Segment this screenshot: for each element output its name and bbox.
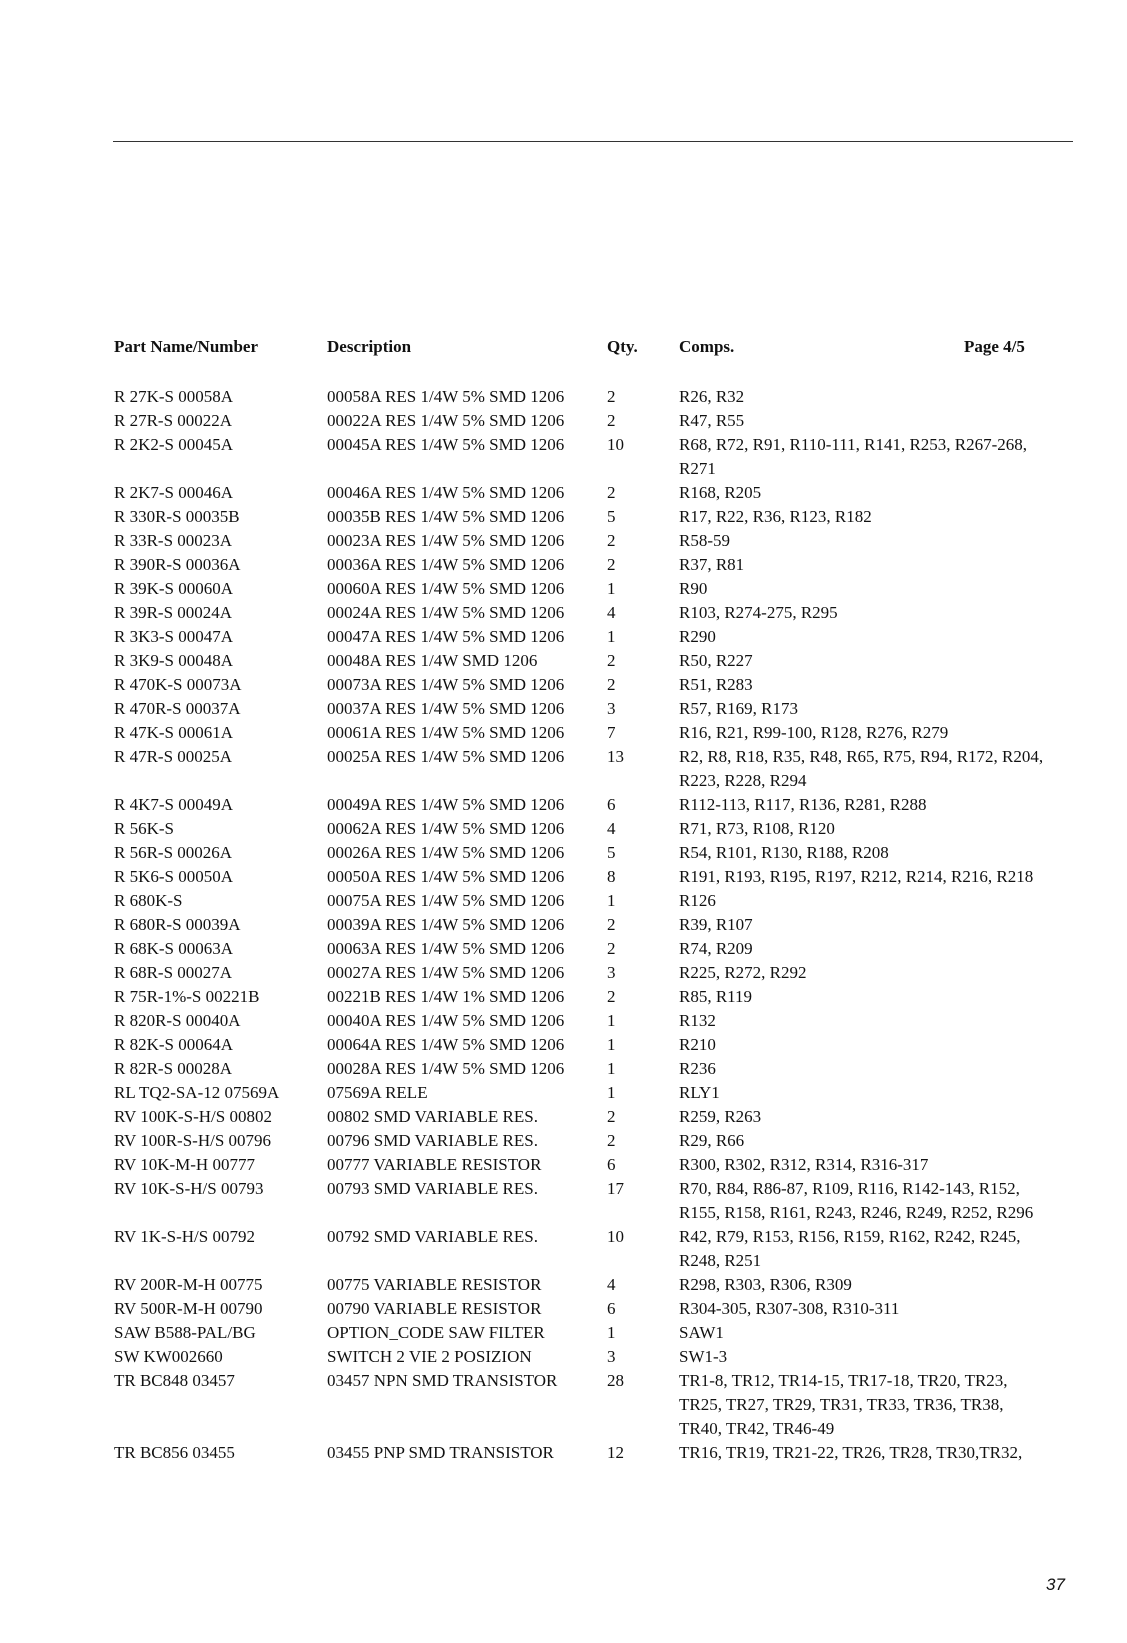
part-description: 00073A RES 1/4W 5% SMD 1206 — [327, 675, 565, 694]
part-qty: 13 — [607, 747, 624, 766]
component-line: R103, R274-275, R295 — [679, 603, 838, 622]
part-components — [679, 409, 1069, 433]
part-components — [679, 1105, 1069, 1129]
component-line: R168, R205 — [679, 483, 762, 502]
part-qty: 1 — [607, 1059, 616, 1078]
part-number: RV 500R-M-H 00790 — [114, 1299, 263, 1318]
table-row — [0, 697, 1127, 721]
table-row — [0, 481, 1127, 505]
table-row — [0, 961, 1127, 985]
table-row — [0, 409, 1127, 433]
part-qty: 2 — [607, 675, 616, 694]
part-number: R 56K-S — [114, 819, 174, 838]
part-description: 00028A RES 1/4W 5% SMD 1206 — [327, 1059, 565, 1078]
part-qty: 4 — [607, 603, 616, 622]
part-qty: 6 — [607, 795, 616, 814]
part-description: 00022A RES 1/4W 5% SMD 1206 — [327, 411, 565, 430]
part-qty: 1 — [607, 1035, 616, 1054]
part-qty: 2 — [607, 411, 616, 430]
part-description: 00035B RES 1/4W 5% SMD 1206 — [327, 507, 565, 526]
part-number: R 68R-S 00027A — [114, 963, 233, 982]
part-qty: 10 — [607, 1227, 624, 1246]
table-row — [0, 1033, 1127, 1057]
part-components — [679, 1273, 1069, 1297]
component-line: RLY1 — [679, 1083, 720, 1102]
table-row — [0, 1009, 1127, 1033]
part-number: RL TQ2-SA-12 07569A — [114, 1083, 280, 1102]
part-number: R 39K-S 00060A — [114, 579, 234, 598]
part-number: R 27R-S 00022A — [114, 411, 233, 430]
part-description: 00790 VARIABLE RESISTOR — [327, 1299, 542, 1318]
part-components — [679, 1033, 1069, 1057]
component-line: R259, R263 — [679, 1107, 762, 1126]
part-description: OPTION_CODE SAW FILTER — [327, 1323, 545, 1342]
part-description: 00024A RES 1/4W 5% SMD 1206 — [327, 603, 565, 622]
table-row — [0, 649, 1127, 673]
part-number: R 27K-S 00058A — [114, 387, 234, 406]
table-row — [0, 817, 1127, 841]
component-line: TR1-8, TR12, TR14-15, TR17-18, TR20, TR23, — [679, 1371, 1008, 1390]
part-components — [679, 745, 1069, 793]
part-components — [679, 505, 1069, 529]
table-row — [0, 625, 1127, 649]
table-row — [0, 841, 1127, 865]
table-row — [0, 937, 1127, 961]
part-number: RV 10K-M-H 00777 — [114, 1155, 255, 1174]
part-qty: 2 — [607, 915, 616, 934]
part-qty: 2 — [607, 531, 616, 550]
part-components — [679, 481, 1069, 505]
component-line: R290 — [679, 627, 716, 646]
component-line: R16, R21, R99-100, R128, R276, R279 — [679, 723, 949, 742]
part-number: R 680R-S 00039A — [114, 915, 241, 934]
part-description: 00775 VARIABLE RESISTOR — [327, 1275, 542, 1294]
part-qty: 1 — [607, 627, 616, 646]
part-qty: 2 — [607, 555, 616, 574]
part-number: R 330R-S 00035B — [114, 507, 240, 526]
part-components — [679, 673, 1069, 697]
part-components — [679, 553, 1069, 577]
component-line: TR25, TR27, TR29, TR31, TR33, TR36, TR38, — [679, 1395, 1004, 1414]
component-line: R191, R193, R195, R197, R212, R214, R216, R218 — [679, 867, 1034, 886]
part-description: 00036A RES 1/4W 5% SMD 1206 — [327, 555, 565, 574]
component-line: R85, R119 — [679, 987, 753, 1006]
part-number: R 82K-S 00064A — [114, 1035, 234, 1054]
component-line: R57, R169, R173 — [679, 699, 799, 718]
part-components — [679, 385, 1069, 409]
component-line: R17, R22, R36, R123, R182 — [679, 507, 872, 526]
part-description: 00049A RES 1/4W 5% SMD 1206 — [327, 795, 565, 814]
header-part-name: Part Name/Number — [114, 337, 258, 356]
part-description: 00793 SMD VARIABLE RES. — [327, 1179, 538, 1198]
table-row — [0, 1177, 1127, 1225]
part-components — [679, 1321, 1069, 1345]
component-line: R71, R73, R108, R120 — [679, 819, 835, 838]
part-components — [679, 913, 1069, 937]
part-number: R 47R-S 00025A — [114, 747, 233, 766]
part-components — [679, 1081, 1069, 1105]
part-number: R 3K3-S 00047A — [114, 627, 234, 646]
part-qty: 1 — [607, 579, 616, 598]
part-qty: 2 — [607, 939, 616, 958]
part-qty: 2 — [607, 1107, 616, 1126]
part-number: RV 200R-M-H 00775 — [114, 1275, 263, 1294]
component-line: R210 — [679, 1035, 716, 1054]
page-number: 37 — [1046, 1575, 1065, 1594]
table-header — [0, 337, 1127, 361]
part-components — [679, 793, 1069, 817]
table-row — [0, 1345, 1127, 1369]
part-components — [679, 697, 1069, 721]
table-row — [0, 1273, 1127, 1297]
table-row — [0, 601, 1127, 625]
part-qty: 2 — [607, 651, 616, 670]
component-line: R126 — [679, 891, 716, 910]
table-row — [0, 433, 1127, 481]
part-qty: 1 — [607, 1323, 616, 1342]
part-description: 00075A RES 1/4W 5% SMD 1206 — [327, 891, 565, 910]
part-components — [679, 1297, 1069, 1321]
component-line: R298, R303, R306, R309 — [679, 1275, 852, 1294]
part-number: SAW B588-PAL/BG — [114, 1323, 256, 1342]
table-row — [0, 505, 1127, 529]
part-components — [679, 601, 1069, 625]
part-components — [679, 1177, 1069, 1225]
part-number: R 2K7-S 00046A — [114, 483, 234, 502]
part-number: R 82R-S 00028A — [114, 1059, 233, 1078]
table-row — [0, 673, 1127, 697]
part-description: 00777 VARIABLE RESISTOR — [327, 1155, 542, 1174]
component-line: R39, R107 — [679, 915, 753, 934]
part-qty: 10 — [607, 435, 624, 454]
part-number: TR BC856 03455 — [114, 1443, 235, 1462]
part-qty: 2 — [607, 1131, 616, 1150]
part-number: RV 10K-S-H/S 00793 — [114, 1179, 264, 1198]
part-components — [679, 577, 1069, 601]
part-description: 00062A RES 1/4W 5% SMD 1206 — [327, 819, 565, 838]
part-description: 00058A RES 1/4W 5% SMD 1206 — [327, 387, 565, 406]
part-number: R 4K7-S 00049A — [114, 795, 234, 814]
part-components — [679, 841, 1069, 865]
part-qty: 3 — [607, 699, 616, 718]
table-row — [0, 1369, 1127, 1441]
part-description: 00025A RES 1/4W 5% SMD 1206 — [327, 747, 565, 766]
component-line: R236 — [679, 1059, 716, 1078]
component-line: R304-305, R307-308, R310-311 — [679, 1299, 900, 1318]
component-line: R26, R32 — [679, 387, 745, 406]
part-description: 00046A RES 1/4W 5% SMD 1206 — [327, 483, 565, 502]
component-line: R90 — [679, 579, 708, 598]
part-components — [679, 1009, 1069, 1033]
part-description: 00037A RES 1/4W 5% SMD 1206 — [327, 699, 565, 718]
part-number: R 47K-S 00061A — [114, 723, 234, 742]
part-description: 00039A RES 1/4W 5% SMD 1206 — [327, 915, 565, 934]
table-row — [0, 385, 1127, 409]
table-row — [0, 721, 1127, 745]
table-row — [0, 1057, 1127, 1081]
part-number: R 470K-S 00073A — [114, 675, 242, 694]
component-line: R74, R209 — [679, 939, 753, 958]
component-line: R225, R272, R292 — [679, 963, 807, 982]
part-qty: 1 — [607, 891, 616, 910]
part-qty: 4 — [607, 819, 616, 838]
component-line: R2, R8, R18, R35, R48, R65, R75, R94, R172, R204, — [679, 747, 1044, 766]
part-qty: 5 — [607, 843, 616, 862]
component-line: TR40, TR42, TR46-49 — [679, 1419, 835, 1438]
part-number: RV 100R-S-H/S 00796 — [114, 1131, 272, 1150]
table-row — [0, 1225, 1127, 1273]
part-components — [679, 985, 1069, 1009]
part-components — [679, 721, 1069, 745]
part-description: 00027A RES 1/4W 5% SMD 1206 — [327, 963, 565, 982]
part-number: R 820R-S 00040A — [114, 1011, 241, 1030]
table-row — [0, 745, 1127, 793]
table-row — [0, 1081, 1127, 1105]
component-line: R112-113, R117, R136, R281, R288 — [679, 795, 927, 814]
component-line: R248, R251 — [679, 1251, 762, 1270]
component-line: R58-59 — [679, 531, 730, 550]
part-description: 00063A RES 1/4W 5% SMD 1206 — [327, 939, 565, 958]
part-components — [679, 1369, 1069, 1441]
part-description: 00026A RES 1/4W 5% SMD 1206 — [327, 843, 565, 862]
part-components — [679, 1345, 1069, 1369]
part-qty: 2 — [607, 483, 616, 502]
table-row — [0, 529, 1127, 553]
part-description: 00061A RES 1/4W 5% SMD 1206 — [327, 723, 565, 742]
part-components — [679, 889, 1069, 913]
part-description: 03455 PNP SMD TRANSISTOR — [327, 1443, 554, 1462]
header-page-indicator: Page 4/5 — [964, 337, 1025, 356]
part-number: RV 100K-S-H/S 00802 — [114, 1107, 272, 1126]
part-description: 00050A RES 1/4W 5% SMD 1206 — [327, 867, 565, 886]
component-line: R68, R72, R91, R110-111, R141, R253, R267-268, — [679, 435, 1028, 454]
table-row — [0, 1153, 1127, 1177]
component-line: R29, R66 — [679, 1131, 745, 1150]
part-description: 00064A RES 1/4W 5% SMD 1206 — [327, 1035, 565, 1054]
part-description: 00048A RES 1/4W SMD 1206 — [327, 651, 538, 670]
part-qty: 28 — [607, 1371, 624, 1390]
header-description: Description — [327, 337, 412, 356]
part-description: 00221B RES 1/4W 1% SMD 1206 — [327, 987, 565, 1006]
part-number: R 75R-1%-S 00221B — [114, 987, 260, 1006]
part-number: R 5K6-S 00050A — [114, 867, 234, 886]
part-qty: 3 — [607, 963, 616, 982]
table-row — [0, 1321, 1127, 1345]
component-line: TR16, TR19, TR21-22, TR26, TR28, TR30,TR32, — [679, 1443, 1023, 1462]
part-description: SWITCH 2 VIE 2 POSIZION — [327, 1347, 532, 1366]
table-row — [0, 1129, 1127, 1153]
part-number: SW KW002660 — [114, 1347, 223, 1366]
part-number: R 56R-S 00026A — [114, 843, 233, 862]
part-number: R 33R-S 00023A — [114, 531, 233, 550]
header-qty: Qty. — [607, 337, 638, 356]
table-row — [0, 889, 1127, 913]
component-line: SW1-3 — [679, 1347, 728, 1366]
component-line: R70, R84, R86-87, R109, R116, R142-143, R152, — [679, 1179, 1020, 1198]
part-description: 07569A RELE — [327, 1083, 428, 1102]
part-number: R 680K-S — [114, 891, 183, 910]
part-qty: 4 — [607, 1275, 616, 1294]
part-components — [679, 649, 1069, 673]
part-qty: 2 — [607, 987, 616, 1006]
table-row — [0, 913, 1127, 937]
table-row — [0, 1441, 1127, 1465]
part-components — [679, 1225, 1069, 1273]
part-qty: 2 — [607, 387, 616, 406]
part-description: 00792 SMD VARIABLE RES. — [327, 1227, 538, 1246]
part-description: 00796 SMD VARIABLE RES. — [327, 1131, 538, 1150]
table-row — [0, 1297, 1127, 1321]
part-components — [679, 433, 1069, 481]
part-components — [679, 1129, 1069, 1153]
component-line: R50, R227 — [679, 651, 753, 670]
parts-list — [0, 385, 1127, 1465]
part-description: 03457 NPN SMD TRANSISTOR — [327, 1371, 558, 1390]
component-line: SAW1 — [679, 1323, 724, 1342]
component-line: R271 — [679, 459, 716, 478]
component-line: R37, R81 — [679, 555, 745, 574]
table-row — [0, 865, 1127, 889]
part-qty: 7 — [607, 723, 616, 742]
part-number: R 2K2-S 00045A — [114, 435, 234, 454]
part-description: 00045A RES 1/4W 5% SMD 1206 — [327, 435, 565, 454]
part-qty: 12 — [607, 1443, 624, 1462]
part-components — [679, 817, 1069, 841]
part-number: R 390R-S 00036A — [114, 555, 241, 574]
component-line: R132 — [679, 1011, 716, 1030]
part-components — [679, 961, 1069, 985]
part-qty: 8 — [607, 867, 616, 886]
part-number: TR BC848 03457 — [114, 1371, 235, 1390]
part-qty: 17 — [607, 1179, 624, 1198]
part-number: R 68K-S 00063A — [114, 939, 234, 958]
part-number: RV 1K-S-H/S 00792 — [114, 1227, 255, 1246]
part-description: 00023A RES 1/4W 5% SMD 1206 — [327, 531, 565, 550]
part-number: R 470R-S 00037A — [114, 699, 241, 718]
part-components — [679, 1441, 1069, 1465]
part-number: R 3K9-S 00048A — [114, 651, 234, 670]
component-line: R300, R302, R312, R314, R316-317 — [679, 1155, 929, 1174]
part-components — [679, 865, 1069, 889]
component-line: R54, R101, R130, R188, R208 — [679, 843, 889, 862]
component-line: R47, R55 — [679, 411, 745, 430]
part-qty: 3 — [607, 1347, 616, 1366]
table-row — [0, 577, 1127, 601]
component-line: R223, R228, R294 — [679, 771, 807, 790]
part-qty: 1 — [607, 1083, 616, 1102]
component-line: R51, R283 — [679, 675, 753, 694]
part-qty: 6 — [607, 1155, 616, 1174]
component-line: R155, R158, R161, R243, R246, R249, R252, R296 — [679, 1203, 1034, 1222]
part-description: 00047A RES 1/4W 5% SMD 1206 — [327, 627, 565, 646]
part-qty: 6 — [607, 1299, 616, 1318]
part-components — [679, 1153, 1069, 1177]
table-row — [0, 985, 1127, 1009]
part-components — [679, 937, 1069, 961]
part-description: 00802 SMD VARIABLE RES. — [327, 1107, 538, 1126]
part-components — [679, 529, 1069, 553]
part-qty: 5 — [607, 507, 616, 526]
table-row — [0, 1105, 1127, 1129]
top-rule — [113, 141, 1073, 142]
part-qty: 1 — [607, 1011, 616, 1030]
component-line: R42, R79, R153, R156, R159, R162, R242, R245, — [679, 1227, 1021, 1246]
part-components — [679, 1057, 1069, 1081]
part-description: 00040A RES 1/4W 5% SMD 1206 — [327, 1011, 565, 1030]
table-row — [0, 553, 1127, 577]
part-number: R 39R-S 00024A — [114, 603, 233, 622]
part-components — [679, 625, 1069, 649]
part-description: 00060A RES 1/4W 5% SMD 1206 — [327, 579, 565, 598]
header-comps: Comps. — [679, 337, 735, 356]
table-row — [0, 793, 1127, 817]
